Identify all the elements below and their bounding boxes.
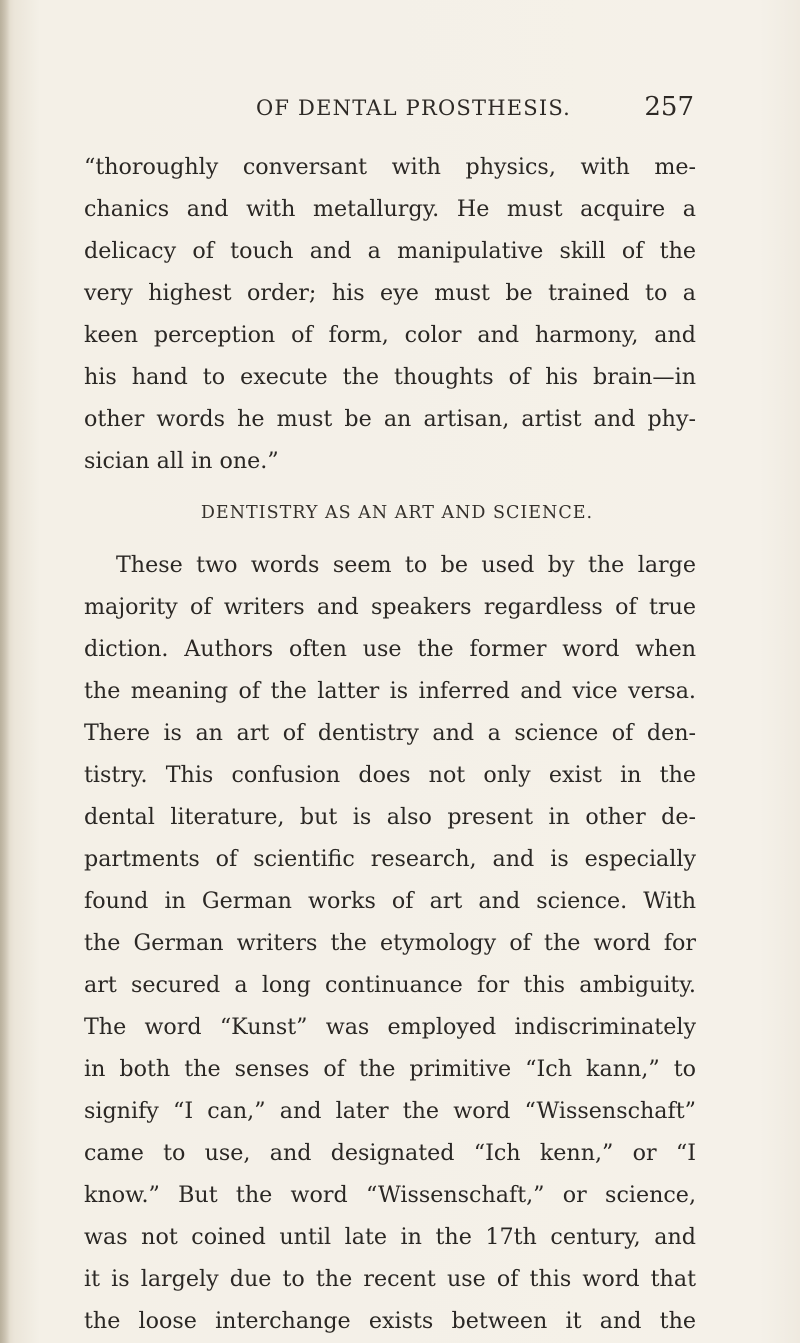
text-line: found in German works of art and science. With — [84, 888, 696, 914]
text-line: came to use, and designated “Ich kenn,” or “I — [84, 1140, 696, 1166]
running-head: OF DENTAL PROSTHESIS. — [256, 96, 572, 120]
text-line: sician all in one.” — [84, 448, 279, 474]
page-gutter-shadow — [0, 0, 10, 1343]
text-line: majority of writers and speakers regardless of true — [84, 594, 696, 620]
text-line: other words he must be an artisan, artist and phy- — [84, 406, 696, 432]
text-line: signify “I can,” and later the word “Wissenschaft” — [84, 1098, 696, 1124]
text-line: in both the senses of the primitive “Ich kann,” to — [84, 1056, 696, 1082]
text-line: These two words seem to be used by the large — [116, 552, 696, 578]
page-header — [256, 92, 694, 136]
text-line: chanics and with metallurgy. He must acquire a — [84, 196, 696, 222]
text-line: keen perception of form, color and harmony, and — [84, 322, 696, 348]
text-line: “thoroughly conversant with physics, with me- — [84, 154, 696, 180]
text-line: very highest order; his eye must be trained to a — [84, 280, 696, 306]
text-line: dental literature, but is also present in other de- — [84, 804, 696, 830]
section-heading: DENTISTRY AS AN ART AND SCIENCE. — [200, 503, 594, 523]
text-line: tistry. This confusion does not only exist in the — [84, 762, 696, 788]
text-line: his hand to execute the thoughts of his brain—in — [84, 364, 696, 390]
quote-paragraph — [84, 146, 696, 482]
text-line: the German writers the etymology of the word for — [84, 930, 696, 956]
text-line: delicacy of touch and a manipulative skill of the — [84, 238, 696, 264]
page-body — [84, 146, 696, 1342]
text-line: diction. Authors often use the former word when — [84, 636, 696, 662]
text-line: it is largely due to the recent use of this word that — [84, 1266, 696, 1292]
text-line: partments of scientific research, and is especially — [84, 846, 696, 872]
page-number: 257 — [644, 92, 694, 122]
body-paragraph — [84, 544, 696, 1342]
text-line: was not coined until late in the 17th century, and — [84, 1224, 696, 1250]
text-line: art secured a long continuance for this ambiguity. — [84, 972, 696, 998]
text-line: The word “Kunst” was employed indiscriminately — [84, 1014, 696, 1040]
text-line: There is an art of dentistry and a science of den- — [84, 720, 696, 746]
text-line: the loose interchange exists between it and the — [84, 1308, 696, 1334]
text-line: the meaning of the latter is inferred and vice versa. — [84, 678, 696, 704]
text-line: know.” But the word “Wissenschaft,” or science, — [84, 1182, 696, 1208]
